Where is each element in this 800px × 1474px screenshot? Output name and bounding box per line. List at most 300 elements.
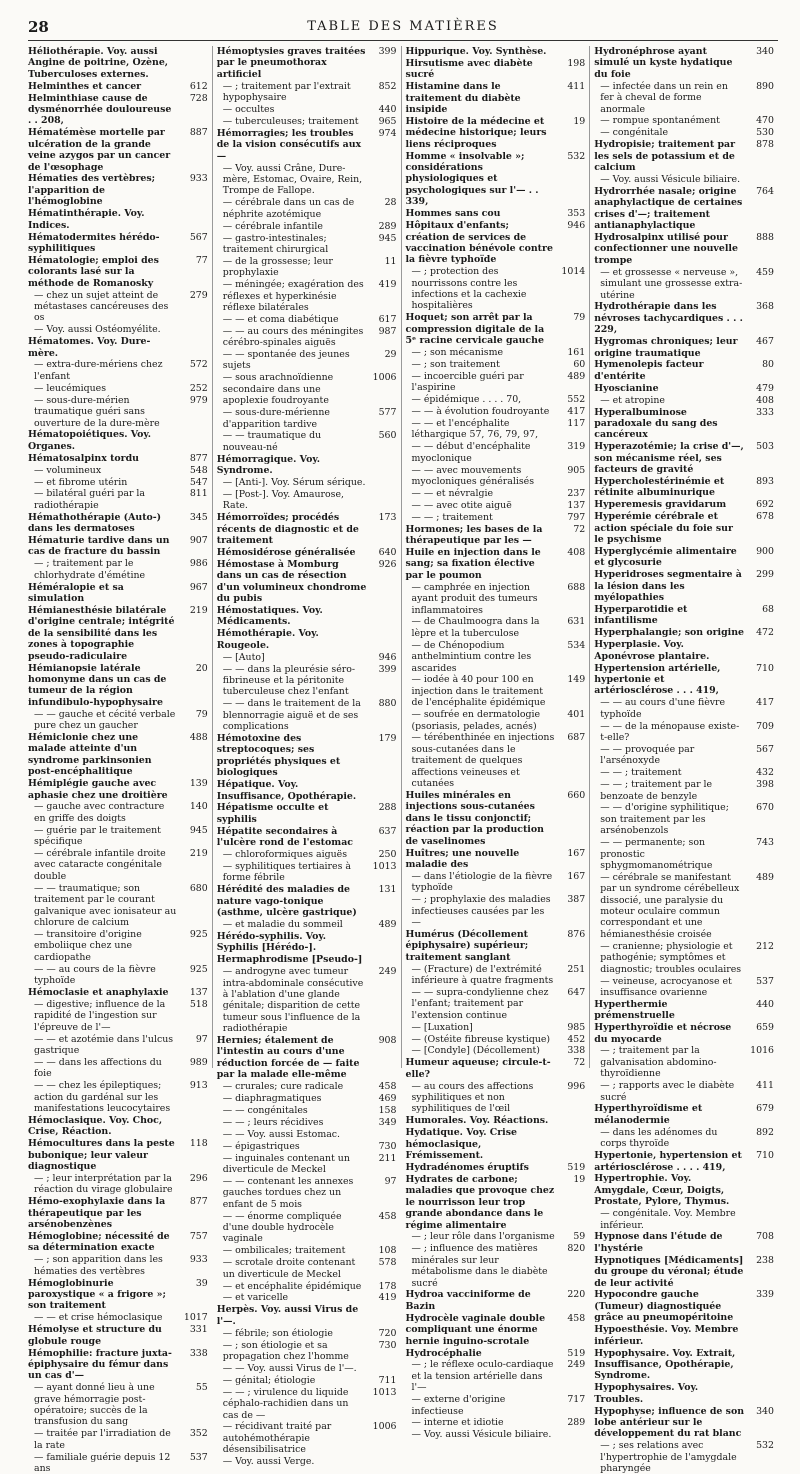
entry-text: — Voy. aussi Verge. xyxy=(222,1456,315,1468)
entry-text: — crurales; cure radicale xyxy=(222,1081,344,1093)
entry-text: — veineuse, acrocyanose et insuffisance ovarienne xyxy=(600,975,732,998)
index-entry xyxy=(594,976,774,999)
index-entry xyxy=(217,884,397,918)
entry-page-number: 710 xyxy=(756,1150,774,1162)
entry-page-number: 19 xyxy=(573,115,586,127)
entry-text: — — ; leurs récidives xyxy=(222,1116,324,1128)
index-entry xyxy=(594,232,774,266)
index-entry xyxy=(594,546,774,569)
index-entry xyxy=(28,1312,208,1323)
index-entry xyxy=(594,301,774,335)
entry-text: — ; traitement par l'extrait hypophysaire xyxy=(222,80,351,104)
index-entry xyxy=(217,861,397,884)
entry-page-number xyxy=(746,1324,774,1347)
index-entry xyxy=(406,640,586,674)
index-entry xyxy=(28,999,208,1033)
entry-text: — chez un sujet atteint de métastases cancéreuses des os xyxy=(34,289,169,324)
entry-text: — diaphragmatiques xyxy=(222,1093,322,1105)
index-entry xyxy=(28,558,208,581)
index-entry xyxy=(406,220,586,266)
entry-page-number: 900 xyxy=(756,545,774,557)
entry-text: — guérie par le traitement spécifique xyxy=(34,824,161,848)
index-entry xyxy=(406,616,586,639)
index-entry xyxy=(28,1348,208,1382)
entry-text: Hypocondre gauche (Tumeur) diagnostiquée grâce au pneumopéritoine xyxy=(594,1289,734,1324)
entry-text: Humérus (Décollement épiphysaire) supérieur; traitement sanglant xyxy=(405,928,529,963)
entry-text: Hématinthérapie. Voy. Indices. xyxy=(28,208,145,231)
entry-text: — leucémiques xyxy=(34,382,107,394)
entry-page-number: 469 xyxy=(378,1093,397,1105)
entry-text: — — de la ménopause existe-t-elle? xyxy=(600,720,740,743)
index-entry xyxy=(217,931,397,954)
entry-page-number: 299 xyxy=(756,569,774,581)
entry-text: Hydrosalpinx utilisé pour confectionner une nouvelle trompe xyxy=(594,232,738,266)
entry-page-number: 567 xyxy=(189,231,208,243)
entry-page-number: 877 xyxy=(189,452,208,464)
entry-page-number: 173 xyxy=(378,512,397,524)
entry-text: Hoquet; son arrêt par la compression digitale de la 5ᵉ racine cervicale gauche xyxy=(405,312,545,347)
entry-page-number: 353 xyxy=(567,208,586,220)
entry-page-number: 925 xyxy=(189,963,208,975)
entry-text: Hydrorrhée nasale; origine anaphylactique de certaines crises d'—; traitement antianaphylactique xyxy=(594,185,743,232)
index-entry xyxy=(217,81,397,104)
index-entry xyxy=(28,605,208,662)
entry-page-number: 77 xyxy=(195,254,208,266)
index-entry xyxy=(406,151,586,208)
entry-page-number: 179 xyxy=(378,732,397,744)
entry-page-number: 60 xyxy=(573,358,586,370)
entry-page-number xyxy=(369,1129,397,1140)
page-number: 28 xyxy=(28,18,49,36)
entry-page-number: 1016 xyxy=(750,1045,774,1057)
index-entry xyxy=(217,430,397,453)
entry-text: Huiles minérales en injections sous-cutanées dans le tissu conjonctif; réaction par la production de vaselinomes xyxy=(405,790,544,847)
entry-page-number xyxy=(369,954,397,965)
entry-page-number: 717 xyxy=(567,1394,586,1406)
entry-page-number: 19 xyxy=(573,1173,586,1185)
entry-text: Herpès. Voy. aussi Virus de l'—. xyxy=(216,1304,359,1327)
entry-page-number: 459 xyxy=(756,266,774,278)
index-entry xyxy=(594,1173,774,1207)
entry-page-number: 945 xyxy=(189,824,208,836)
entry-text: — récidivant traité par autohémothérapie désensibilisatrice xyxy=(222,1421,332,1456)
entry-page-number xyxy=(557,1115,585,1126)
entry-text: Helminthes et cancer xyxy=(28,80,142,92)
entry-text: — sous-dure-mérienne d'apparition tardive xyxy=(222,407,330,430)
entry-page-number: 137 xyxy=(567,499,586,511)
entry-text: — cérébrale infantile droite avec cataracte congénitale double xyxy=(34,848,166,882)
entry-page-number: 288 xyxy=(378,802,397,814)
index-entry xyxy=(594,697,774,720)
index-entry xyxy=(406,582,586,616)
index-entry xyxy=(217,779,397,802)
entry-page-number: 1017 xyxy=(183,1312,208,1324)
entry-text: — syphilitiques tertiaires à forme fébrile xyxy=(222,860,351,884)
index-entry xyxy=(28,1173,208,1196)
entry-text: — [Post-]. Voy. Amaurose, Rate. xyxy=(222,488,345,512)
entry-text: Hypophysaires. Voy. Troubles. xyxy=(594,1382,699,1405)
entry-page-number: 149 xyxy=(567,674,586,686)
entry-page-number: 552 xyxy=(567,394,586,406)
index-entry xyxy=(594,1348,774,1382)
entry-text: — digestive; influence de la rapidité de l'ingestion sur l'épreuve de l'— xyxy=(34,998,166,1033)
entry-page-number: 161 xyxy=(567,347,586,359)
entry-page-number: 764 xyxy=(756,185,774,197)
index-entry xyxy=(217,1035,397,1081)
index-entry xyxy=(594,395,774,406)
index-entry xyxy=(217,559,397,605)
entry-text: — — chez les épileptiques; action du gardénal sur les manifestations leucocytaires xyxy=(34,1080,171,1114)
index-entry xyxy=(217,664,397,698)
entry-text: — incoercible guéri par l'aspirine xyxy=(411,370,524,394)
entry-text: — extra-dure-mériens chez l'enfant xyxy=(34,359,163,382)
entry-text: — dans l'étiologie de la fièvre typhoïde xyxy=(411,870,553,894)
entry-page-number: 411 xyxy=(567,81,586,93)
entry-text: — Voy. aussi Ostéomyélite. xyxy=(34,324,161,336)
entry-text: — transitoire d'origine emboliique chez une cardiopathe xyxy=(34,928,142,963)
entry-page-number: 331 xyxy=(189,1324,208,1336)
index-entry xyxy=(217,233,397,256)
entry-text: Hyperplasie. Voy. Aponévrose plantaire. xyxy=(594,639,710,662)
index-entry xyxy=(594,779,774,802)
entry-text: Hépatisme occulte et syphilis xyxy=(216,802,329,825)
entry-page-number xyxy=(180,324,208,335)
index-entry xyxy=(217,1153,397,1176)
index-entry xyxy=(28,429,208,452)
index-entry xyxy=(406,1081,586,1115)
index-entry xyxy=(594,1208,774,1231)
index-entry xyxy=(217,1281,397,1292)
entry-text: — ; traitement par la galvanisation abdomino-thyroïdienne xyxy=(600,1045,717,1080)
entry-text: Hyoscianine xyxy=(594,382,659,394)
entry-page-number: 167 xyxy=(567,870,586,882)
entry-text: — — supra-condylienne chez l'enfant; traitement par l'extension continue xyxy=(411,986,549,1021)
entry-page-number: 637 xyxy=(378,825,397,837)
entry-text: — androgyne avec tumeur intra-abdominale consécutive à l'ablation d'une glande génitale; disparition de cette tumeur sous l'influence de la radiothérapie xyxy=(222,966,364,1035)
entry-text: — — au cours d'une fièvre typhoïde xyxy=(600,697,726,720)
entry-page-number: 877 xyxy=(189,1196,208,1208)
entry-text: Hygromas chroniques; leur origine traumatique xyxy=(594,336,738,359)
entry-page-number: 345 xyxy=(189,511,208,523)
entry-text: Hématémèse mortelle par ulcération de la grande veine azygos par un cancer de l'œsophage xyxy=(28,127,171,173)
entry-text: — gastro-intestinales; traitement chirurgical xyxy=(222,232,329,255)
entry-page-number: 97 xyxy=(195,1033,208,1045)
entry-text: — génital; étiologie xyxy=(222,1374,316,1386)
entry-page-number xyxy=(369,628,397,651)
entry-text: Hydrocèle vaginale double compliquant une énorme hernie inguino-scrotale xyxy=(405,1312,546,1347)
entry-text: Hématosalpinx tordu xyxy=(28,452,139,464)
entry-page-number: 820 xyxy=(567,1243,586,1255)
entry-page-number: 339 xyxy=(756,1289,774,1301)
entry-text: — Voy. aussi Vésicule biliaire. xyxy=(600,173,741,185)
entry-page-number: 926 xyxy=(378,558,397,570)
entry-page-number: 68 xyxy=(762,604,774,615)
index-entry xyxy=(594,1231,774,1254)
entry-page-number: 340 xyxy=(756,46,774,57)
index-entry xyxy=(217,966,397,1034)
index-entry xyxy=(28,1115,208,1138)
index-entry xyxy=(406,1162,586,1173)
index-entry xyxy=(217,1421,397,1455)
index-entry xyxy=(594,174,774,185)
entry-text: Hyperazotémie; la crise d'—, son mécanisme réel, ses facteurs de gravité xyxy=(594,441,744,476)
entry-text: — — gauche et cécité verbale pure chez un gaucher xyxy=(34,708,176,732)
index-entry xyxy=(406,1243,586,1289)
index-entry xyxy=(28,173,208,207)
index-entry xyxy=(406,1057,586,1080)
index-entry xyxy=(594,639,774,662)
entry-text: — cérébrale se manifestant par un syndrome cérébelleux dissocié, une paralysie du moteur oculaire commun correspondant et une hémianesthésie croisée xyxy=(600,871,740,940)
index-entry xyxy=(406,1045,586,1056)
index-entry xyxy=(217,372,397,406)
entry-text: — — énorme compliquée d'une double hydrocèle vaginale xyxy=(222,1210,342,1245)
entry-page-number: 289 xyxy=(567,1417,586,1429)
entry-text: Hyperalbuminose paradoxale du sang des cancéreux xyxy=(594,406,718,441)
entry-text: Hyperémie cérébrale et action spéciale du foie sur le psychisme xyxy=(594,511,733,546)
entry-text: — — Voy. aussi Virus de l'—. xyxy=(222,1362,357,1374)
entry-text: Hérédité des maladies de nature vago-tonique (asthme, ulcère gastrique) xyxy=(216,884,357,919)
entry-page-number: 467 xyxy=(756,336,774,348)
entry-page-number: 730 xyxy=(378,1140,397,1152)
entry-text: Hyperthyroïdisme et mélanodermie xyxy=(594,1103,703,1126)
entry-page-number: 131 xyxy=(378,884,397,896)
entry-page-number: 118 xyxy=(189,1138,208,1150)
entry-page-number: 578 xyxy=(378,1257,397,1269)
entry-text: — soufrée en dermatologie (psoriasis, pelades, acnés) xyxy=(411,709,541,732)
entry-text: — et varicelle xyxy=(222,1292,289,1304)
entry-page-number: 757 xyxy=(189,1230,208,1242)
index-column-4 xyxy=(589,46,778,1474)
entry-text: — — et l'encéphalite léthargique 57, 76, 79, 97, xyxy=(411,418,539,441)
entry-page-number: 237 xyxy=(567,487,586,499)
index-entry xyxy=(406,894,586,928)
entry-text: — — à évolution foudroyante xyxy=(411,406,550,418)
index-entry xyxy=(217,826,397,849)
index-entry xyxy=(406,418,586,441)
entry-text: Hyperglycémie alimentaire et glycosurie xyxy=(594,545,737,569)
index-entry xyxy=(217,1093,397,1104)
index-entry xyxy=(217,477,397,488)
entry-text: — — Voy. aussi Estomac. xyxy=(222,1128,341,1140)
entry-page-number: 198 xyxy=(567,57,586,69)
entry-page-number: 797 xyxy=(567,511,586,523)
index-entry xyxy=(406,709,586,732)
entry-text: Héméralopie et sa simulation xyxy=(28,581,124,605)
index-entry xyxy=(406,371,586,394)
index-entry xyxy=(594,511,774,545)
page-header xyxy=(28,18,778,38)
entry-text: Hypertonie, hypertension et artériosclérose . . . . 419, xyxy=(594,1150,742,1173)
entry-page-number: 338 xyxy=(567,1045,586,1057)
entry-page-number: 79 xyxy=(195,708,208,720)
index-entry xyxy=(594,81,774,115)
entry-text: Hémoglobine; nécessité de sa détermination exacte xyxy=(28,1230,170,1254)
entry-text: Hermaphrodisme [Pseudo-] xyxy=(216,954,363,966)
entry-text: Hydronéphrose ayant simulé un kyste hydatique du foie xyxy=(594,46,733,80)
entry-text: Hirsutisme avec diabète sucré xyxy=(405,57,533,81)
entry-page-number: 440 xyxy=(756,998,774,1010)
index-entry xyxy=(594,744,774,767)
entry-text: Hormones; les bases de la thérapeutique par les — xyxy=(405,523,543,547)
entry-page-number: 692 xyxy=(756,499,774,511)
entry-text: — cérébrale infantile xyxy=(222,220,323,232)
index-entry xyxy=(217,1211,397,1245)
entry-page-number: 479 xyxy=(756,382,774,394)
entry-page-number: 876 xyxy=(567,928,586,940)
entry-text: Hyperparotidie et infantilisme xyxy=(594,604,688,627)
index-entry xyxy=(28,732,208,778)
index-entry xyxy=(28,290,208,324)
entry-page-number: 908 xyxy=(378,1035,397,1047)
entry-text: — — traumatique; son traitement par le courant galvanique avec ionisateur au chlorure de calcium xyxy=(34,882,177,928)
entry-text: — cérébrale dans un cas de néphrite azotémique xyxy=(222,197,355,220)
entry-page-number: 29 xyxy=(384,349,397,361)
index-entry xyxy=(28,709,208,732)
index-entry xyxy=(406,1394,586,1417)
index-entry xyxy=(28,1231,208,1254)
index-entry xyxy=(28,582,208,605)
entry-text: — (Ostéite fibreuse kystique) xyxy=(411,1033,551,1045)
index-entry xyxy=(406,674,586,708)
entry-text: Helminthiase cause de dysménorrhée douloureuse . . 208, xyxy=(28,92,172,127)
entry-text: — [Condyle] (Décollement) xyxy=(411,1045,540,1057)
entry-text: Hyperemesis gravidarum xyxy=(594,499,727,511)
index-entry xyxy=(28,477,208,488)
entry-page-number: 39 xyxy=(195,1277,208,1289)
index-entry xyxy=(217,1081,397,1092)
entry-text: Hydrothérapie dans les névroses tachycardiques . . . 229, xyxy=(594,301,743,336)
index-columns xyxy=(28,46,778,1474)
entry-page-number: 80 xyxy=(762,359,774,371)
entry-text: — iodée à 40 pour 100 en injection dans le traitement de l'encéphalite épidémique xyxy=(411,674,546,709)
entry-page-number: 352 xyxy=(189,1428,208,1440)
index-entry xyxy=(28,1254,208,1277)
index-entry xyxy=(594,1127,774,1150)
entry-text: — [Auto] xyxy=(222,651,265,663)
entry-text: — externe d'origine infectieuse xyxy=(411,1394,506,1417)
index-entry xyxy=(28,1138,208,1172)
index-entry xyxy=(406,465,586,488)
entry-text: — térébenthinée en injections sous-cutanées dans le traitement de quelques affections veineuses et cutanées xyxy=(411,732,555,790)
index-entry xyxy=(28,1057,208,1080)
entry-text: — ; rapports avec le diabète sucré xyxy=(600,1080,735,1103)
entry-page-number: 617 xyxy=(378,313,397,325)
entry-page-number xyxy=(369,779,397,802)
entry-page-number xyxy=(746,639,774,662)
entry-page-number: 178 xyxy=(378,1280,397,1292)
index-entry xyxy=(217,652,397,663)
entry-text: — ; leur rôle dans l'organisme xyxy=(411,1231,555,1243)
entry-text: — épigastriques xyxy=(222,1140,300,1152)
entry-page-number: 532 xyxy=(756,1440,774,1452)
entry-page-number xyxy=(180,336,208,359)
entry-page-number: 532 xyxy=(567,150,586,162)
entry-text: Huile en injection dans le sang; sa fixation élective par le poumon xyxy=(405,546,541,581)
index-entry xyxy=(28,987,208,998)
entry-text: — Voy. aussi Crâne, Dure-mère, Estomac, Ovaire, Rein, Trompe de Fallope. xyxy=(222,162,363,197)
entry-page-number: 946 xyxy=(378,651,397,663)
entry-page-number: 387 xyxy=(567,894,586,906)
entry-text: Hydradénomes éruptifs xyxy=(405,1162,529,1173)
index-entry xyxy=(217,1328,397,1339)
entry-text: — — ; traitement par le benzoate de benzyle xyxy=(600,779,713,802)
entry-page-number: 534 xyxy=(567,639,586,651)
entry-text: Hypophysaire. Voy. Extrait, Insuffisance, Opothérapie, Syndrome. xyxy=(594,1347,736,1382)
index-entry xyxy=(217,1292,397,1303)
index-entry xyxy=(28,663,208,709)
entry-page-number: 612 xyxy=(189,80,208,92)
index-entry xyxy=(28,1080,208,1114)
entry-text: Hérédo-syphilis. Voy. Syphilis [Hérédo-]. xyxy=(216,930,327,954)
index-entry xyxy=(28,208,208,231)
entry-text: — et maladie du sommeil xyxy=(222,918,343,930)
entry-page-number: 880 xyxy=(378,698,397,710)
entry-page-number: 289 xyxy=(378,220,397,232)
index-entry xyxy=(217,733,397,779)
index-entry xyxy=(217,1176,397,1210)
index-entry xyxy=(217,628,397,651)
entry-text: — et encéphalite épidémique xyxy=(222,1280,362,1292)
entry-page-number: 1006 xyxy=(372,372,397,384)
entry-page-number: 567 xyxy=(756,743,774,755)
entry-text: — — dans la pleurésie séro-fibrineuse et la péritonite tuberculeuse chez l'enfant xyxy=(222,663,356,698)
entry-text: Hémo-exophylaxie dans la thérapeutique par les arsénobenzènes xyxy=(28,1196,166,1231)
entry-text: Hyperidroses segmentaire à la lésion dans les myélopathies xyxy=(594,569,742,604)
entry-page-number: 518 xyxy=(189,998,208,1010)
entry-text: Hémocultures dans la peste bubonique; leur valeur diagnostique xyxy=(28,1138,175,1172)
index-entry xyxy=(594,1324,774,1347)
entry-page-number: 319 xyxy=(567,441,586,453)
index-entry xyxy=(28,883,208,929)
index-entry xyxy=(28,465,208,476)
entry-text: — traitée par l'irradiation de la rate xyxy=(34,1428,171,1451)
index-entry xyxy=(406,732,586,789)
entry-page-number: 852 xyxy=(378,80,397,92)
entry-page-number: 139 xyxy=(189,778,208,790)
index-entry xyxy=(406,1313,586,1347)
entry-page-number: 458 xyxy=(378,1210,397,1222)
entry-page-number xyxy=(180,429,208,452)
entry-page-number: 489 xyxy=(567,370,586,382)
entry-page-number: 249 xyxy=(378,966,397,978)
index-entry xyxy=(406,81,586,115)
entry-text: — ; prophylaxie des maladies infectieuses causées par les — xyxy=(411,894,551,928)
entry-text: Hypercholestérinémie et rétinite albuminurique xyxy=(594,476,725,499)
index-entry xyxy=(406,1289,586,1312)
index-entry xyxy=(217,314,397,325)
index-entry xyxy=(28,1428,208,1451)
entry-text: — ; son apparition dans les hématies des vertèbres xyxy=(34,1254,163,1277)
entry-page-number: 678 xyxy=(756,511,774,523)
entry-page-number: 989 xyxy=(189,1056,208,1068)
entry-text: — de Chaulmoogra dans la lèpre et la tuberculose xyxy=(411,616,540,639)
entry-text: Hématies des vertèbres; l'apparition de l'hémoglobine xyxy=(28,173,156,208)
entry-page-number xyxy=(369,489,397,512)
entry-page-number: 20 xyxy=(195,662,208,674)
index-entry xyxy=(28,512,208,535)
entry-text: — — et névralgie xyxy=(411,487,494,499)
entry-page-number: 489 xyxy=(756,871,774,883)
index-entry xyxy=(406,1115,586,1126)
entry-page-number: 933 xyxy=(189,1254,208,1266)
entry-text: — — dans le traitement de la blennorragie aiguë et de ses complications xyxy=(222,698,361,733)
entry-page-number: 572 xyxy=(189,359,208,371)
entry-text: Hématodermites hérédo-syphilitiques xyxy=(28,231,160,254)
index-entry xyxy=(594,499,774,510)
entry-page-number: 452 xyxy=(567,1033,586,1045)
index-entry xyxy=(406,929,586,963)
entry-page-number: 296 xyxy=(189,1172,208,1184)
